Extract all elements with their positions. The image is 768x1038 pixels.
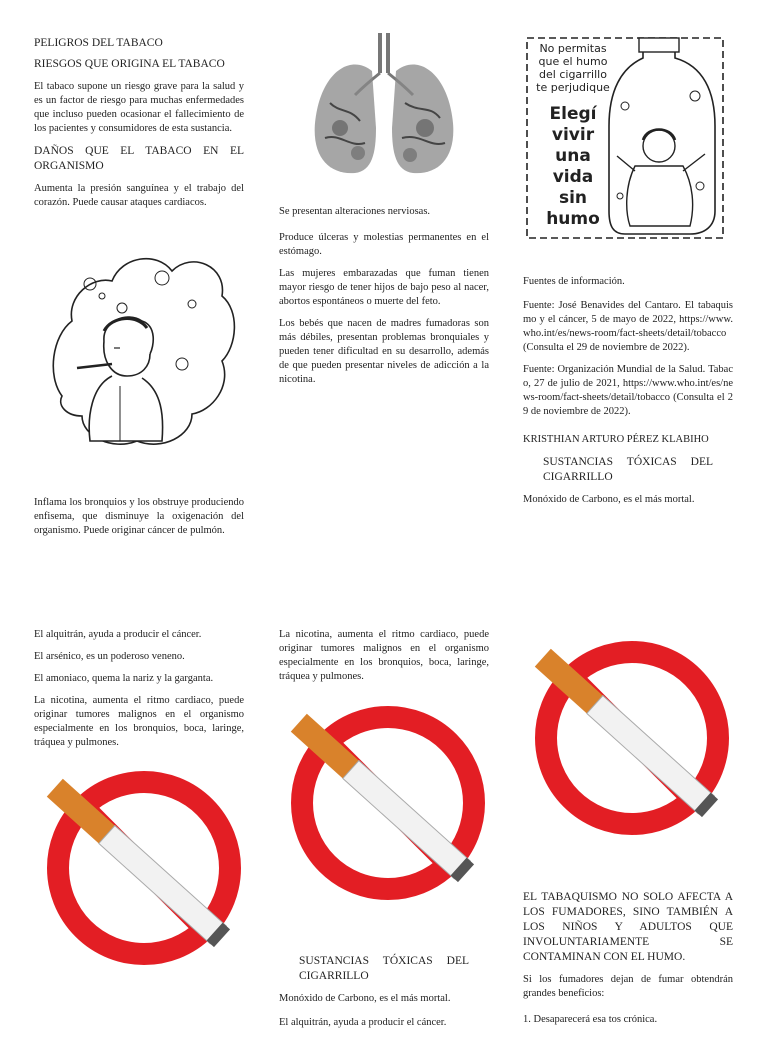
toxic-heading: SUSTANCIAS TÓXICAS DEL CIGARRILLO bbox=[543, 456, 713, 483]
poster-line: No permitas bbox=[539, 42, 607, 55]
poster-line: que el humo bbox=[538, 55, 608, 68]
nicotine-paragraph: La nicotina, aumenta el ritmo cardiaco, puede originar tumores malignos en el organismo especialmente en los bronquios, boca, laringe, tráquea y pulmones. bbox=[279, 629, 489, 682]
author-name: KRISTHIAN ARTURO PÉREZ KLABIHO bbox=[523, 434, 709, 445]
warning-paragraph: EL TABAQUISMO NO SOLO AFECTA A LOS FUMADORES, SINO TAMBIÉN A LOS NIÑOS Y ADULTOS QUE INVOLUNTARIAMENTE SE CONTAMINAN CON EL HUMO. bbox=[523, 891, 733, 963]
damage-heading: DAÑOS QUE EL TABACO EN EL ORGANISMO bbox=[34, 145, 244, 172]
no-smoking-sign-icon bbox=[278, 693, 493, 905]
source-2: Fuente: Organización Mundial de la Salud. Tabaco, 27 de julio de 2021, https://www.who.int/es/news-room/fact-sheets/detail/tobacco (Consulta el 29 de noviembre de 2022). bbox=[523, 364, 733, 417]
no-smoking-sign-icon bbox=[34, 758, 249, 970]
poster-caption bbox=[533, 42, 613, 94]
poster-line: del cigarrillo bbox=[539, 68, 607, 81]
tar-paragraph: El alquitrán, ayuda a producir el cáncer. bbox=[279, 1017, 447, 1028]
poster-slogan bbox=[535, 104, 611, 230]
page2-column-1 bbox=[34, 628, 244, 758]
benefit-item: 1. Desaparecerá esa tos crónica. bbox=[523, 1014, 658, 1025]
ammonia-paragraph: El amoniaco, quema la nariz y la garganta. bbox=[34, 673, 214, 684]
slogan-line: vivir bbox=[551, 125, 595, 145]
smoking-boy-illustration bbox=[42, 236, 242, 454]
toxic-heading: SUSTANCIAS TÓXICAS DEL CIGARRILLO bbox=[299, 955, 469, 982]
poster-line: te perjudique bbox=[536, 81, 610, 94]
column-1-lower bbox=[34, 496, 244, 546]
slogan-line: Elegí bbox=[549, 104, 597, 124]
page-title: PELIGROS DEL TABACO bbox=[34, 37, 163, 49]
lungs-paragraph: Inflama los bronquios y los obstruye produciendo enfisema, que disminuye la oxigenación del organismo. Puede originar cáncer de pulmón. bbox=[34, 497, 244, 536]
column-3 bbox=[523, 275, 733, 515]
subtitle: RIESGOS QUE ORIGINA EL TABACO bbox=[34, 58, 225, 70]
page2-column-2 bbox=[279, 628, 489, 692]
no-smoking-sign-icon bbox=[522, 628, 737, 840]
source-1: Fuente: José Benavides del Cantaro. El tabaquismo y el cáncer, 5 de mayo de 2022, https://www.who.int/es/news-room/fact-sheets/detail/tobacco (Consulta el 29 de noviembre de 2022). bbox=[523, 300, 733, 353]
slogan-line: sin bbox=[558, 188, 588, 208]
column-2 bbox=[279, 205, 489, 395]
no-smoke-poster bbox=[525, 36, 725, 241]
monoxide-paragraph: Monóxido de Carbono, es el más mortal. bbox=[279, 993, 451, 1004]
slogan-line: una bbox=[555, 146, 591, 166]
slogan-line: vida bbox=[552, 167, 594, 187]
lungs-illustration bbox=[310, 33, 458, 179]
tar-paragraph: El alquitrán, ayuda a producir el cáncer. bbox=[34, 629, 202, 640]
slogan-line: humo bbox=[546, 209, 600, 229]
stomach-paragraph: Produce úlceras y molestias permanentes en el estómago. bbox=[279, 232, 489, 257]
babies-paragraph: Los bebés que nacen de madres fumadoras son más débiles, presentan problemas bronquiales y pueden tener dificultad en su desarrollo, además de que pueden presentar niveles de adicción a la nicotina. bbox=[279, 318, 489, 385]
sources-title: Fuentes de información. bbox=[523, 276, 625, 287]
benefits-paragraph: Si los fumadores dejan de fumar obtendrán grandes beneficios: bbox=[523, 974, 733, 999]
nicotine-paragraph: La nicotina, aumenta el ritmo cardiaco, puede originar tumores malignos en el organismo especialmente en los bronquios, boca, laringe, tráquea y pulmones. bbox=[34, 695, 244, 748]
arsenic-paragraph: El arsénico, es un poderoso veneno. bbox=[34, 651, 185, 662]
intro-paragraph: El tabaco supone un riesgo grave para la salud y es un factor de riesgo para muchas enfermedades que incluso pueden ocasionar el fallecimiento de los pacientes y consumidores de esta sustancia. bbox=[34, 81, 244, 134]
column-1 bbox=[34, 36, 244, 218]
pregnant-paragraph: Las mujeres embarazadas que fuman tienen mayor riesgo de tener hijos de bajo peso al nacer, abortos espontáneos o muerte del feto. bbox=[279, 268, 489, 307]
page2-column-2-lower bbox=[279, 954, 489, 1038]
heart-paragraph: Aumenta la presión sanguínea y el trabajo del corazón. Puede causar ataques cardiacos. bbox=[34, 183, 244, 208]
nerves-paragraph: Se presentan alteraciones nerviosas. bbox=[279, 206, 431, 217]
monoxide-paragraph: Monóxido de Carbono, es el más mortal. bbox=[523, 494, 695, 505]
page2-column-3 bbox=[523, 890, 733, 1035]
